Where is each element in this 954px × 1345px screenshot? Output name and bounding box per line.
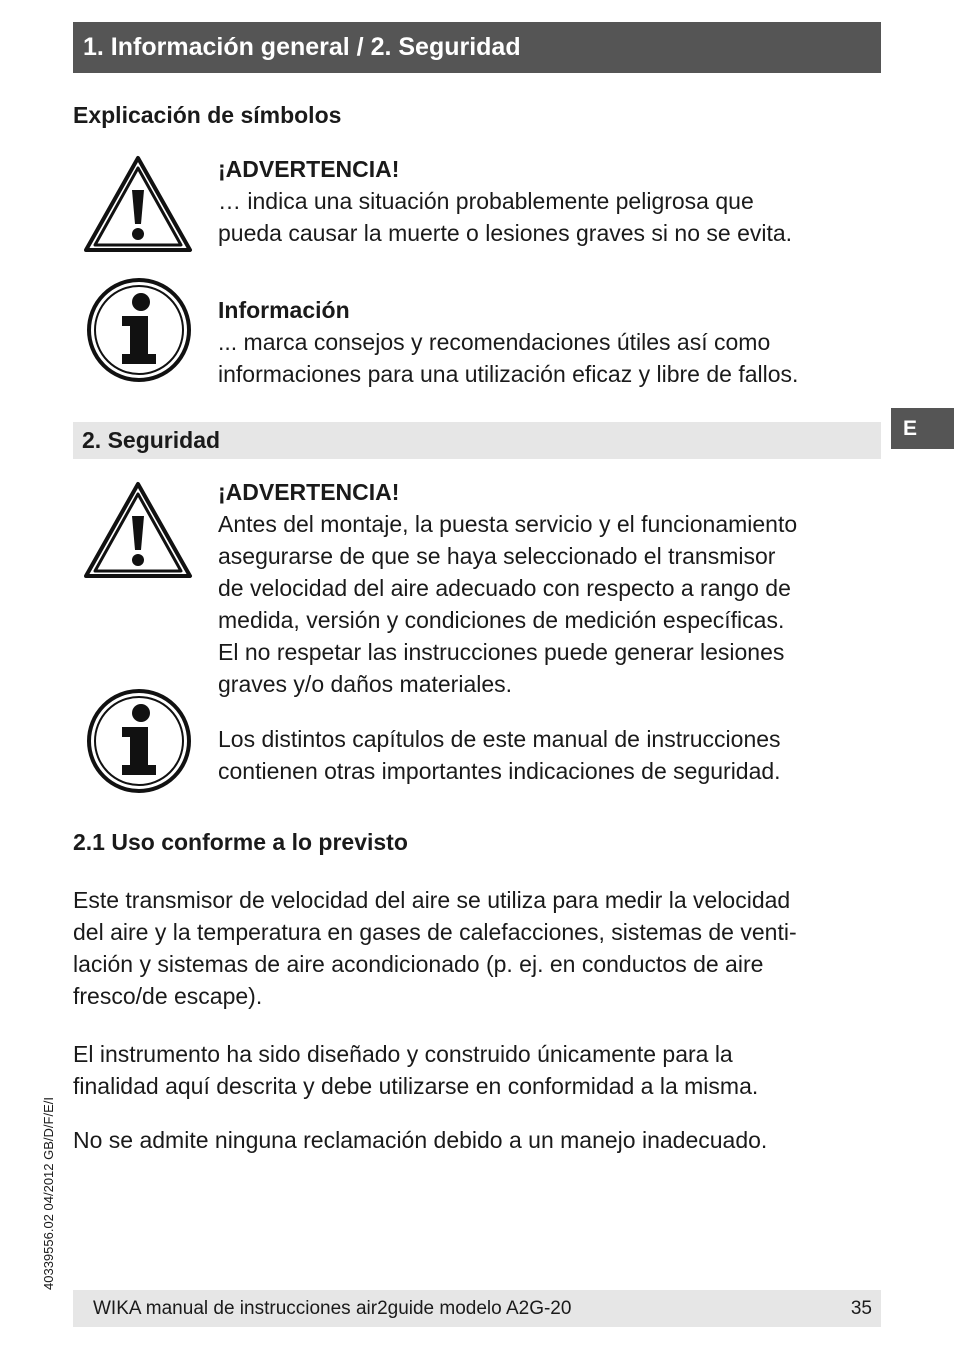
- section-heading: 2. Seguridad: [82, 427, 221, 453]
- paragraph: [73, 1124, 883, 1156]
- text-line: contienen otras importantes indicaciones de seguridad.: [218, 758, 781, 784]
- symbols-warning: [218, 153, 878, 249]
- info-circle-icon: [84, 687, 194, 795]
- language-tab: [891, 408, 954, 449]
- safety-warning: [218, 476, 878, 700]
- document-number: 40339556.02 04/2012 GB/D/F/E/I: [41, 1097, 56, 1290]
- paragraph: [73, 884, 883, 1012]
- text-line: … indica una situación probablemente peligrosa que: [218, 188, 754, 214]
- section-heading-bar: [73, 422, 881, 459]
- page-header: [73, 22, 881, 73]
- page-number: 35: [850, 1297, 872, 1319]
- text-line: No se admite ninguna reclamación debido a un manejo inadecuado.: [73, 1127, 768, 1153]
- text-line: Los distintos capítulos de este manual de instrucciones: [218, 726, 781, 752]
- language-tab-label: E: [903, 416, 918, 440]
- text-line: Este transmisor de velocidad del aire se utiliza para medir la velocidad: [73, 887, 791, 913]
- text-line: asegurarse de que se haya seleccionado el transmisor: [218, 543, 776, 569]
- text-line: de velocidad del aire adecuado con respecto a rango de: [218, 575, 791, 601]
- info-circle-icon: [84, 276, 194, 384]
- page-footer: [73, 1290, 881, 1327]
- text-line: finalidad aquí descrita y debe utilizarse en conformidad a la misma.: [73, 1073, 759, 1099]
- footer-text: WIKA manual de instrucciones air2guide modelo A2G-20: [93, 1297, 572, 1319]
- symbols-info: [218, 294, 878, 390]
- page-title: 1. Información general / 2. Seguridad: [83, 33, 521, 61]
- warning-title: ¡ADVERTENCIA!: [218, 156, 400, 182]
- text-line: del aire y la temperatura en gases de calefacciones, sistemas de venti-: [73, 919, 797, 945]
- symbols-heading: Explicación de símbolos: [73, 102, 342, 128]
- text-line: El instrumento ha sido diseñado y construido únicamente para la: [73, 1041, 733, 1067]
- safety-info: [218, 723, 878, 787]
- info-title: Información: [218, 297, 350, 323]
- text-line: graves y/o daños materiales.: [218, 671, 513, 697]
- paragraph: [73, 1038, 883, 1102]
- text-line: lación y sistemas de aire acondicionado (p. ej. en conductos de aire: [73, 951, 764, 977]
- text-line: fresco/de escape).: [73, 983, 263, 1009]
- warning-title: ¡ADVERTENCIA!: [218, 479, 400, 505]
- warning-triangle-icon: [82, 154, 194, 254]
- text-line: medida, versión y condiciones de medición específicas.: [218, 607, 785, 633]
- warning-triangle-icon: [82, 480, 194, 580]
- subsection-heading: 2.1 Uso conforme a lo previsto: [73, 829, 408, 855]
- text-line: ... marca consejos y recomendaciones útiles así como: [218, 329, 771, 355]
- text-line: pueda causar la muerte o lesiones graves si no se evita.: [218, 220, 793, 246]
- text-line: informaciones para una utilización eficaz y libre de fallos.: [218, 361, 799, 387]
- text-line: Antes del montaje, la puesta servicio y el funcionamiento: [218, 511, 798, 537]
- text-line: El no respetar las instrucciones puede generar lesiones: [218, 639, 785, 665]
